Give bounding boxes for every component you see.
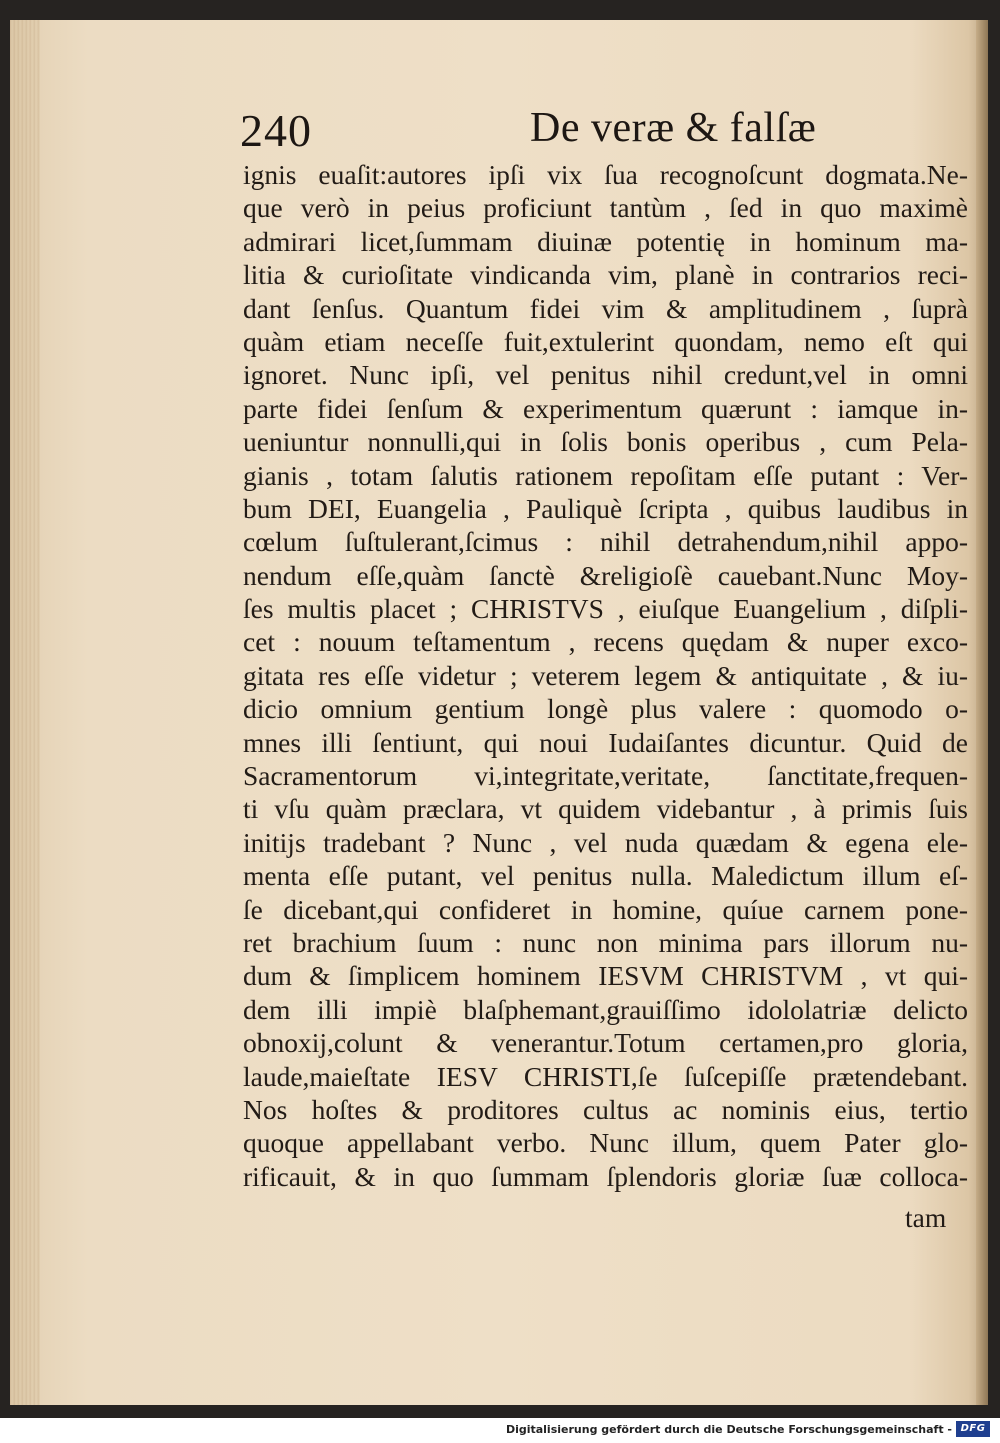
running-head: De veræ & falſæ [530, 105, 817, 151]
dfg-logo[interactable]: DFG [956, 1421, 990, 1437]
text-line: cet : nouum teſtamentum , recens quędam & nuper exco- [243, 626, 968, 658]
page-stack-edge [10, 20, 40, 1405]
text-line: bum DEI, Euangelia , Pauliquè ſcripta , quibus laudibus in [243, 492, 968, 524]
text-line: que verò in peius proficiunt tantùm , ſed in quo maximè [243, 192, 968, 224]
funding-credit: Digitalisierung gefördert durch die Deutsche Forschungsgemeinschaft - [505, 1423, 952, 1436]
text-line: rificauit, & in quo ſummam ſplendoris gloriæ ſuæ colloca- [243, 1160, 968, 1192]
text-line: dicio omnium gentium longè plus valere : quomodo o- [243, 693, 968, 725]
text-line: ignoret. Nunc ipſi, vel penitus nihil credunt,vel in omni [243, 359, 968, 391]
text-line: obnoxij,colunt & venerantur.Totum certamen,pro gloria, [243, 1027, 968, 1059]
text-line: laude,maieſtate IESV CHRISTI,ſe ſuſcepiſſe prætendebant. [243, 1060, 968, 1092]
text-line: quoque appellabant verbo. Nunc illum, quem Pater glo- [243, 1127, 968, 1159]
text-line: ſes multis placet ; CHRISTVS , eiuſque Euangelium , diſpli- [243, 593, 968, 625]
text-line: dant ſenſus. Quantum fidei vim & amplitudinem , ſuprà [243, 292, 968, 324]
page-number: 240 [240, 105, 312, 156]
text-line: ueniuntur nonnulli,qui in ſolis bonis operibus , cum Pela- [243, 426, 968, 458]
text-line: initijs tradebant ? Nunc , vel nuda quædam & egena ele- [243, 826, 968, 858]
text-line: Nos hoſtes & proditores cultus ac nominis eius, tertio [243, 1093, 968, 1125]
text-line: menta eſſe putant, vel penitus nulla. Maledictum illum eſ- [243, 860, 968, 892]
text-line: ti vſu quàm præclara, vt quidem videbantur , à primis ſuis [243, 793, 968, 825]
text-line: Sacramentorum vi,integritate,veritate, ſanctitate,frequen- [243, 760, 968, 792]
text-line: quàm etiam neceſſe fuit,extulerint quondam, nemo eſt qui [243, 325, 968, 357]
catchword: tam [905, 1202, 947, 1233]
text-line: admirari licet,ſummam diuinæ potentię in hominum ma- [243, 225, 968, 257]
page-gutter-shadow [976, 20, 988, 1405]
text-line: ſe dicebant,qui confideret in homine, quíue carnem pone- [243, 893, 968, 925]
text-line: cœlum ſuſtulerant,ſcimus : nihil detrahendum,nihil appo- [243, 526, 968, 558]
text-line: gianis , totam ſalutis rationem repoſitam eſſe putant : Ver- [243, 459, 968, 491]
text-line: dem illi impiè blaſphemant,grauiſſimo idololatriæ delicto [243, 993, 968, 1025]
text-line: nendum eſſe,quàm ſanctè &religioſè cauebant.Nunc Moy- [243, 559, 968, 591]
text-line: parte fidei ſenſum & experimentum quærunt : iamque in- [243, 392, 968, 424]
text-line: ret brachium ſuum : nunc non minima pars illorum nu- [243, 926, 968, 958]
text-line: gitata res eſſe videtur ; veterem legem & antiquitate , & iu- [243, 659, 968, 691]
body-text [243, 158, 968, 1193]
text-line: mnes illi ſentiunt, qui noui Iudaiſantes dicuntur. Quid de [243, 726, 968, 758]
text-line: ignis euaſit:autores ipſi vix ſua recognoſcunt dogmata.Ne- [243, 159, 968, 190]
text-line: dum & ſimplicem hominem IESVM CHRISTVM , vt qui- [243, 960, 968, 992]
text-line: litia & curioſitate vindicanda vim, planè in contrarios reci- [243, 259, 968, 291]
